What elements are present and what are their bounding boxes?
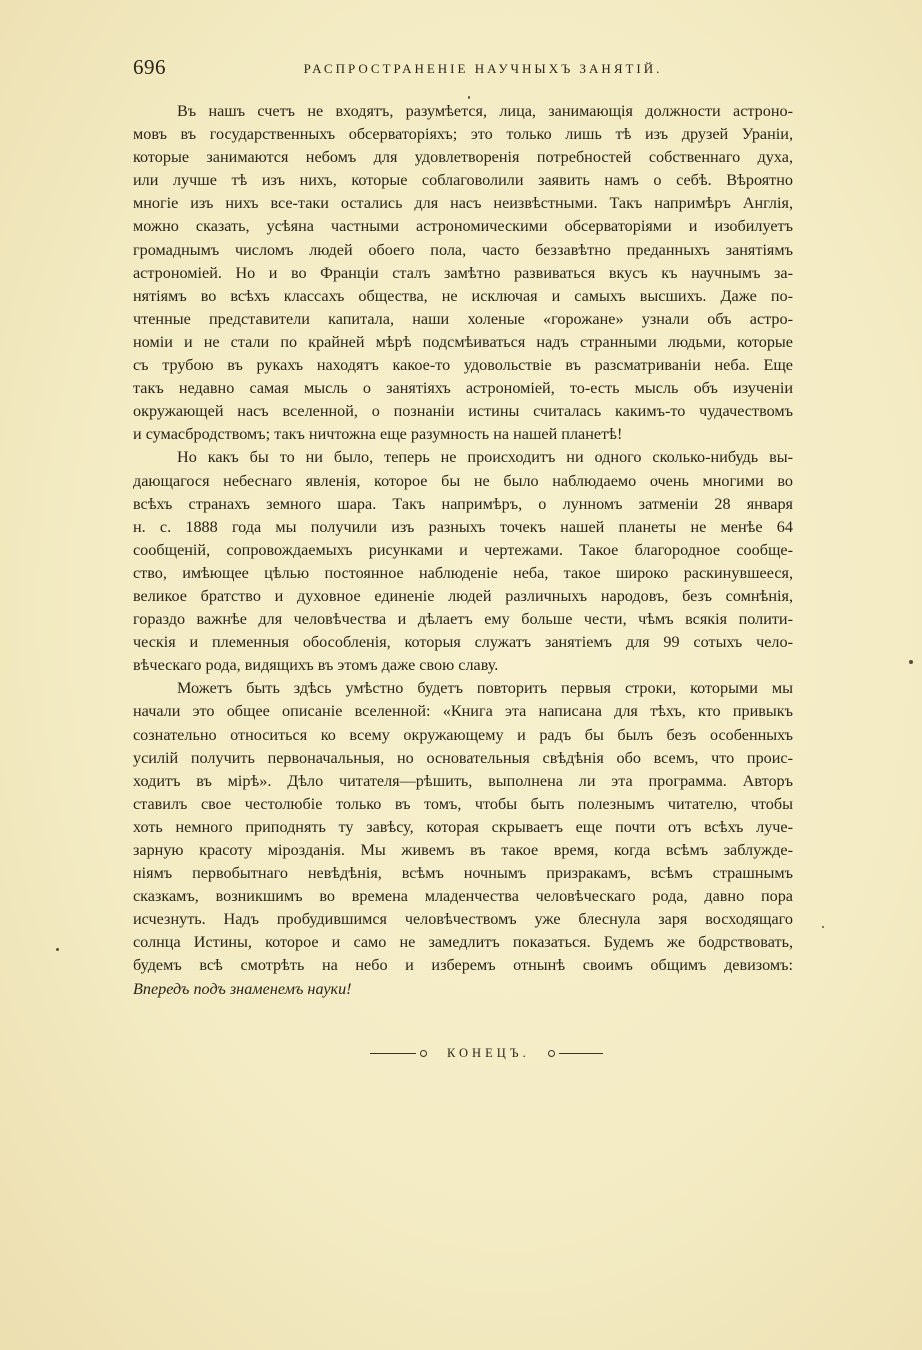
ornament-circle-left	[420, 1050, 427, 1057]
text-line: н. с. 1888 года мы получили изъ разныхъ точекъ нашей планеты не менѣе 64	[133, 517, 793, 536]
paper-speck	[909, 660, 913, 664]
text-line: ніямъ первобытнаго невѣдѣнія, всѣмъ ночнымъ призракамъ, всѣмъ страшнымъ	[133, 864, 793, 883]
text-line: мовъ въ государственныхъ обсерваторіяхъ; это только лишь тѣ изъ друзей Ураніи,	[133, 125, 793, 144]
text-line: которые занимаются небомъ для удовлетворенія потребностей собственнаго духа,	[133, 148, 793, 167]
text-line: вѣческаго рода, видящихъ въ этомъ даже свою славу.	[133, 656, 499, 675]
paragraph-1	[133, 100, 793, 446]
running-title: РАСПРОСТРАНЕНІЕ НАУЧНЫХЪ ЗАНЯТІЙ.	[303, 61, 663, 76]
text-line: такъ недавно самая мысль о занятіяхъ астрономіей, то-есть мысль объ изученіи	[133, 379, 793, 398]
text-line: сказкамъ, возникшимъ во времена младенчества человѣческаго рода, давно пора	[133, 887, 793, 906]
text-line: зарную красоту мірозданія. Мы живемъ въ такое время, когда всѣмъ заблужде-	[133, 841, 793, 859]
text-line: астрономіей. Но и во Франціи сталъ замѣтно развиваться вкусъ къ научнымъ за-	[133, 263, 793, 282]
paper-speck	[822, 926, 824, 928]
text-line: Въ нашъ счетъ не входятъ, разумѣется, лица, занимающія должности астроно-	[177, 102, 793, 120]
text-line: Но какъ бы то ни было, теперь не происходитъ ни одного сколько-нибудь вы-	[177, 448, 793, 467]
paper-speck	[56, 948, 59, 951]
text-line: гораздо важнѣе для человѣчества и дѣлаетъ ему больше чести, чѣмъ всякія полити-	[133, 610, 793, 629]
text-line: всѣхъ странахъ земного шара. Такъ напримѣръ, о лунномъ затменіи 28 января	[133, 494, 793, 513]
text-line: многіе изъ нихъ все-таки остались для насъ неизвѣстными. Такъ напримѣръ Англія,	[133, 194, 793, 213]
paragraph-2	[133, 446, 793, 677]
ornament-rule-right	[559, 1053, 603, 1054]
text-line: начали это общее описаніе вселенной: «Книга эта написана для тѣхъ, кто привыкъ	[133, 702, 793, 721]
text-line: ство, имѣющее цѣлью постоянное наблюденіе неба, такое широко раскинувшееся,	[133, 563, 793, 582]
ornament-circle-right	[548, 1050, 555, 1057]
text-line: чтенные представители капитала, наши холеные «горожане» узнали объ астро-	[133, 309, 793, 328]
text-line: нятіямъ во всѣхъ классахъ общества, не исключая и самыхъ высшихъ. Даже по-	[133, 286, 793, 305]
text-line: усилій получить первоначальныя, но основательныя свѣдѣнія обо всемъ, что проис-	[133, 748, 793, 767]
text-line: ходитъ въ мірѣ». Дѣло читателя—рѣшить, выполнена ли эта программа. Авторъ	[133, 771, 793, 790]
text-line: Можетъ быть здѣсь умѣстно будетъ повторить первыя строки, которыми мы	[177, 679, 793, 698]
text-line: можно сказать, усѣяна частными астрономическими обсерваторіями и изобилуетъ	[133, 217, 793, 236]
text-line: дающагося небеснаго явленія, которое бы не было наблюдаемо очень многими во	[133, 471, 793, 490]
text-line: и сумасбродствомъ; такъ ничтожна еще разумность на нашей планетѣ!	[133, 425, 623, 444]
text-line: громаднымъ числомъ людей обоего пола, часто беззавѣтно преданныхъ занятіямъ	[133, 240, 793, 259]
text-line: будемъ всѣ смотрѣть на небо и изберемъ отнынѣ своимъ общимъ девизомъ:	[133, 956, 793, 975]
text-line: солнца Истины, которое и само не замедлитъ показаться. Будемъ же бодрствовать,	[133, 933, 793, 952]
text-line: великое братство и духовное единеніе людей различныхъ народовъ, безъ сомнѣнія,	[133, 586, 793, 605]
text-line: сообщеній, сопровождаемыхъ рисунками и чертежами. Такое благородное сообще-	[133, 540, 793, 559]
text-line: окружающей насъ вселенной, о познаніи истины считалась какимъ-то чудачествомъ	[133, 402, 793, 421]
text-line: или лучше тѣ изъ нихъ, которые соблаговолили заявить намъ о себѣ. Вѣроятно	[133, 171, 793, 190]
body-text	[133, 100, 793, 1001]
text-line: ческія и племенныя обособленія, которыя служатъ занятіемъ для 99 сотыхъ чело-	[133, 633, 793, 652]
text-line: исчезнуть. Надъ пробудившимся человѣчествомъ уже блеснула заря восходящаго	[133, 910, 793, 929]
end-word: КОНЕЦЪ.	[447, 1045, 530, 1060]
paper-speck	[468, 96, 470, 99]
text-line: номіи и не стали по крайней мѣрѣ подсмѣиваться надъ странными людьми, которые	[133, 332, 793, 351]
text-line: ставилъ свое честолюбіе только въ томъ, чтобы быть полезнымъ читателю, чтобы	[133, 794, 793, 813]
page-number: 696	[133, 55, 166, 79]
ornament-rule-left	[370, 1053, 416, 1054]
page-header	[133, 55, 793, 85]
text-line: сознательно относиться ко всему окружающему и радъ бы былъ безъ особенныхъ	[133, 725, 793, 744]
text-line: съ трубою въ рукахъ находятъ какое-то удовольствіе въ разсматриваніи неба. Еще	[133, 356, 793, 375]
paragraph-3	[133, 677, 793, 1000]
end-ornament	[370, 1043, 610, 1063]
text-line: хоть немного приподнять ту завѣсу, которая скрываетъ еще почти отъ всѣхъ луче-	[133, 817, 793, 836]
motto-line: Впередъ подъ знаменемъ науки!	[133, 979, 352, 998]
